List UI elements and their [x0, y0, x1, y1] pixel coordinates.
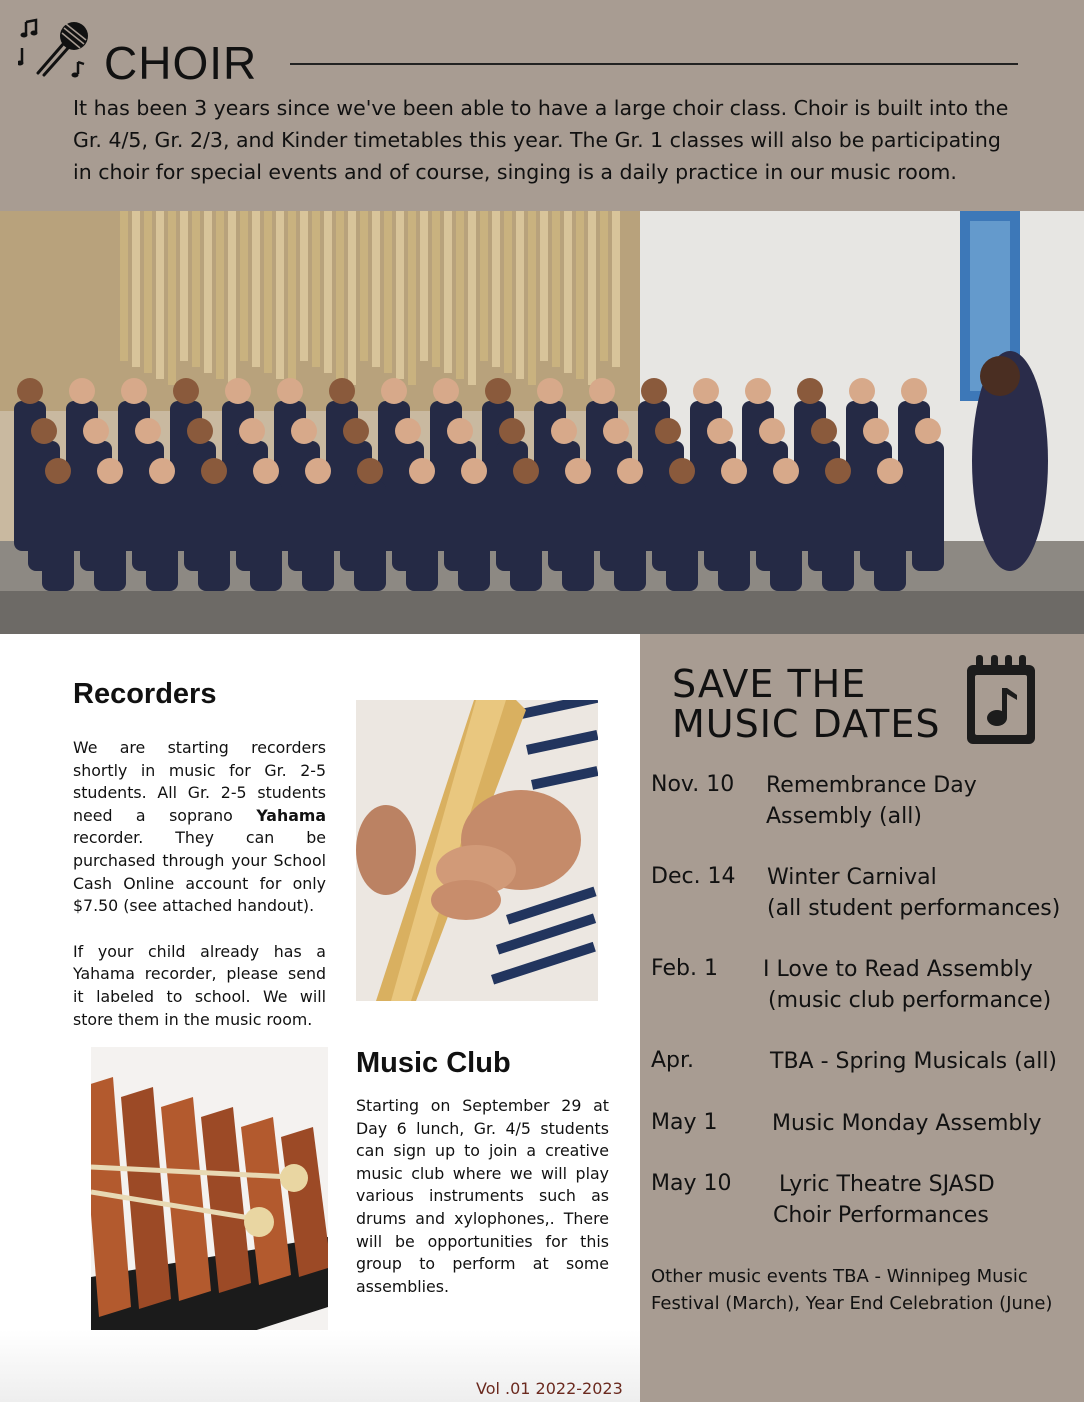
singer-head [409, 458, 435, 484]
singer-head [305, 458, 331, 484]
singer-head [97, 458, 123, 484]
singer-body [666, 481, 698, 591]
event-description [772, 1108, 1041, 1139]
singer-body [510, 481, 542, 591]
event-description [763, 954, 1051, 1016]
singer-head [485, 378, 511, 404]
singer-head [693, 378, 719, 404]
singer-head [277, 378, 303, 404]
save-dates-title-line1: SAVE THE [672, 662, 867, 706]
singer-head [773, 458, 799, 484]
singer-head [149, 458, 175, 484]
singer-head [343, 418, 369, 444]
event-line: TBA - Spring Musicals (all) [770, 1049, 1058, 1074]
organ-pipe [468, 211, 476, 385]
event-line: Music Monday Assembly [772, 1111, 1042, 1136]
organ-pipe [192, 211, 200, 367]
event-line: Lyric Theatre SJASD [779, 1172, 995, 1197]
choir-description: It has been 3 years since we've been able to have a large choir class. Choir is built into the Gr. 4/5, Gr. 2/3, and Kinder timetables this year. The Gr. 1 classes will also be participating in choir for special events and of course, singing is a daily practice in our music room. [73, 96, 1009, 184]
singer-head [225, 378, 251, 404]
event-description [770, 1046, 1057, 1077]
event-line: Choir Performances [773, 1203, 989, 1228]
singer-head [863, 418, 889, 444]
organ-pipe [384, 211, 392, 373]
organ-pipe [336, 211, 344, 379]
organ-pipe [456, 211, 464, 379]
organ-pipe [612, 211, 620, 367]
event-line: Remembrance Day [766, 773, 977, 798]
singer-head [83, 418, 109, 444]
organ-pipe [132, 211, 140, 367]
singer-head [721, 458, 747, 484]
singer-head [395, 418, 421, 444]
organ-pipe [396, 211, 404, 379]
singer-head [461, 458, 487, 484]
singer-head [589, 378, 615, 404]
event-description [766, 770, 977, 832]
organ-pipe [408, 211, 416, 385]
event-date: May 10 [651, 1171, 732, 1196]
event-description [767, 862, 1060, 924]
organ-pipe [372, 211, 380, 367]
event-line: Assembly (all) [766, 804, 922, 829]
singer-head [811, 418, 837, 444]
organ-pipe [444, 211, 452, 373]
event-line: Winter Carnival [767, 865, 937, 890]
organ-pipe [216, 211, 224, 379]
event-date: Dec. 14 [651, 864, 736, 889]
singer-head [173, 378, 199, 404]
organ-pipe [252, 211, 260, 367]
organ-pipe [600, 211, 608, 361]
event-description [773, 1169, 995, 1231]
singer-head [617, 458, 643, 484]
singer-head [187, 418, 213, 444]
volume-label: Vol .01 2022-2023 [476, 1379, 623, 1398]
singer-body [42, 481, 74, 591]
organ-pipe [552, 211, 560, 367]
save-dates-title-line2: MUSIC DATES [672, 702, 941, 746]
event-date: Feb. 1 [651, 956, 718, 981]
organ-pipe [324, 211, 332, 373]
event-date: May 1 [651, 1110, 718, 1135]
singer-head [291, 418, 317, 444]
header-divider [290, 63, 1018, 65]
organ-pipe [312, 211, 320, 367]
organ-pipe [264, 211, 272, 373]
event-line: I Love to Read Assembly [763, 957, 1033, 982]
other-events-note: Other music events TBA - Winnipeg Music Festival (March), Year End Celebration (June) [651, 1266, 1053, 1314]
event-date: Apr. [651, 1048, 695, 1073]
singer-body [770, 481, 802, 591]
singer-head [69, 378, 95, 404]
organ-pipe [180, 211, 188, 361]
organ-pipe [576, 211, 584, 379]
singer-head [357, 458, 383, 484]
singer-head [707, 418, 733, 444]
singer-body [718, 481, 750, 591]
singer-body [614, 481, 646, 591]
recorders-paragraph-1 [73, 737, 326, 918]
singer-body [302, 481, 334, 591]
organ-pipe [348, 211, 356, 385]
singer-head [17, 378, 43, 404]
singer-head [433, 378, 459, 404]
choir-photo [0, 211, 1084, 634]
singer-head [31, 418, 57, 444]
singer-head [381, 378, 407, 404]
organ-pipe [168, 211, 176, 385]
recorders-paragraph-2: If your child already has a Yahama recorder, please send it labeled to school. We will store them in the music room. [73, 941, 326, 1029]
organ-pipe [156, 211, 164, 379]
singer-head [901, 378, 927, 404]
event-line: (music club performance) [768, 988, 1052, 1013]
organ-pipe [144, 211, 152, 373]
singer-body [912, 441, 944, 571]
organ-pipe [240, 211, 248, 361]
organ-pipe [300, 211, 308, 361]
singer-head [849, 378, 875, 404]
organ-pipe [360, 211, 368, 361]
organ-pipe [564, 211, 572, 373]
singer-head [513, 458, 539, 484]
singer-head [201, 458, 227, 484]
organ-pipe [504, 211, 512, 373]
singer-head [877, 458, 903, 484]
recorders-brand: Yahama [256, 805, 326, 825]
singer-head [551, 418, 577, 444]
singer-head [745, 378, 771, 404]
organ-pipe [276, 211, 284, 379]
recorders-heading: Recorders [73, 678, 217, 710]
singer-body [458, 481, 490, 591]
save-dates-title [672, 664, 941, 744]
recorders-text: recorder. They can be purchased through your School Cash Online account for only $7.50 (see attached handout). [73, 828, 326, 916]
singer-head [537, 378, 563, 404]
page-title: CHOIR [104, 37, 258, 89]
singer-head [655, 418, 681, 444]
singer-head [239, 418, 265, 444]
calendar-music-note-icon [964, 655, 1038, 747]
singer-body [198, 481, 230, 591]
xylophone-photo [91, 1047, 328, 1364]
recorders-text: We are starting recorders shortly in music for Gr. 2-5 students. All Gr. 2-5 students need a soprano [73, 738, 326, 825]
organ-pipe [120, 211, 128, 361]
singer-head [565, 458, 591, 484]
event-date: Nov. 10 [651, 772, 735, 797]
singer-head [797, 378, 823, 404]
music-club-heading: Music Club [356, 1047, 511, 1079]
organ-pipe [540, 211, 548, 361]
organ-pipe [420, 211, 428, 361]
singer-head [603, 418, 629, 444]
recorder-photo [356, 700, 598, 1001]
recorders-body [73, 737, 326, 1054]
singer-head [915, 418, 941, 444]
organ-pipe [204, 211, 212, 373]
organ-pipe [288, 211, 296, 385]
singer-head [825, 458, 851, 484]
event-line: (all student performances) [767, 896, 1061, 921]
microphone-music-icon [18, 18, 92, 80]
organ-pipe [432, 211, 440, 367]
singer-body [406, 481, 438, 591]
singer-head [329, 378, 355, 404]
singer-head [135, 418, 161, 444]
organ-pipe [528, 211, 536, 385]
singer-body [146, 481, 178, 591]
organ-pipe [480, 211, 488, 361]
singer-body [562, 481, 594, 591]
singer-head [499, 418, 525, 444]
music-club-body: Starting on September 29 at Day 6 lunch, Gr. 4/5 students can sign up to join a creative music club where we will play various instruments such as drums and xylophones,. There will be opportunities for this group to perform at some assemblies. [356, 1096, 609, 1296]
singer-body [94, 481, 126, 591]
singer-head [641, 378, 667, 404]
singer-head [253, 458, 279, 484]
organ-pipe [516, 211, 524, 379]
singer-head [669, 458, 695, 484]
singer-head [121, 378, 147, 404]
singer-head [45, 458, 71, 484]
organ-pipe [228, 211, 236, 385]
singer-body [354, 481, 386, 591]
singer-body [250, 481, 282, 591]
singer-body [874, 481, 906, 591]
organ-pipe [588, 211, 596, 385]
singer-body [822, 481, 854, 591]
singer-head [447, 418, 473, 444]
singer-head [759, 418, 785, 444]
organ-pipe [492, 211, 500, 367]
